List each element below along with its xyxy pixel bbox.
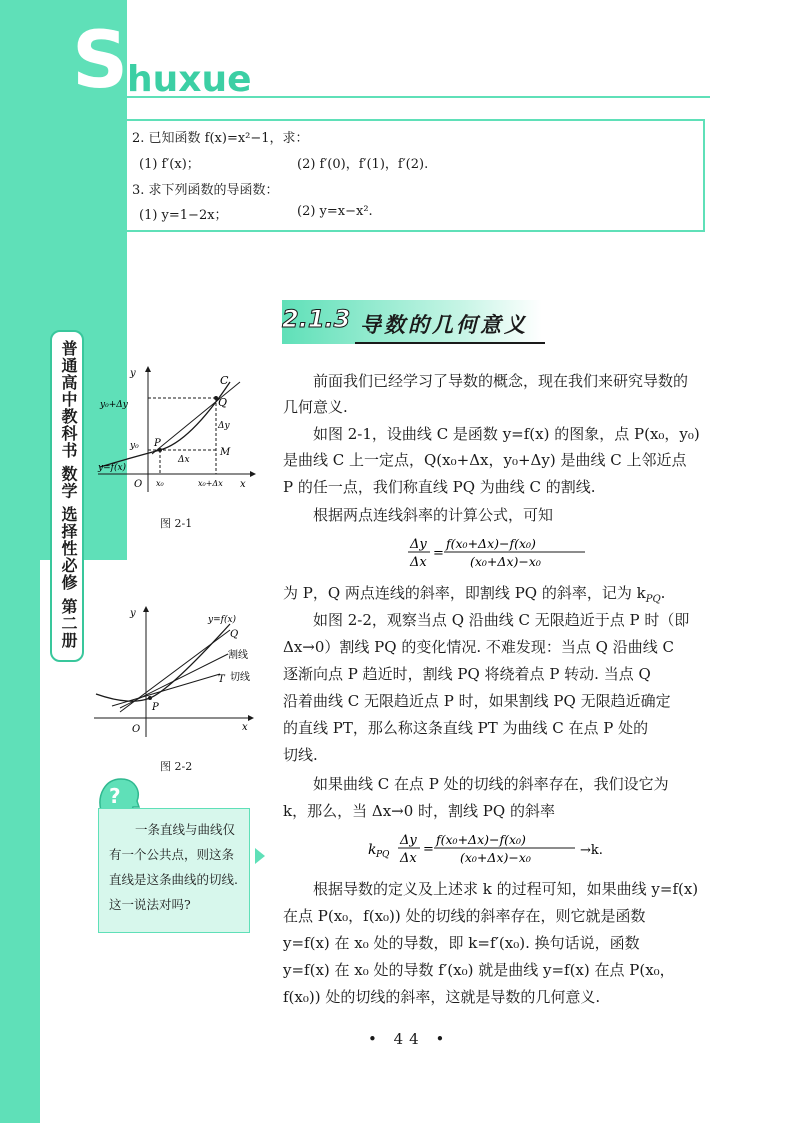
fig2-label-secant: 割线 xyxy=(228,650,248,661)
paragraph-4-text: 为 P，Q 两点连线的斜率，即割线 PQ 的斜率，记为 k xyxy=(283,584,646,602)
formula1-lhs-den: Δx xyxy=(410,555,427,570)
fig1-label-y0: y₀ xyxy=(130,441,139,451)
exercise-3-part-1: (1) y=1−2x； xyxy=(139,208,228,223)
paragraph-7-line-5: f(x₀)) 处的切线的斜率，这就是导数的几何意义. xyxy=(283,988,601,1006)
fig1-label-curve: y=f(x) xyxy=(98,463,127,473)
paragraph-6-line-1: 如果曲线 C 在点 P 处的切线的斜率存在，我们设它为 xyxy=(313,775,669,793)
paragraph-5-line-1: 如图 2-2，观察当点 Q 沿曲线 C 无限趋近于点 P 时（即 xyxy=(313,611,690,629)
figure-2-1-caption: 图 2-1 xyxy=(160,517,193,530)
exercise-3-title: 3. 求下列函数的导函数： xyxy=(132,183,279,198)
fig2-y-arrow xyxy=(143,606,149,612)
fig2-label-tangent: 切线 xyxy=(230,672,250,683)
fig2-point-P xyxy=(148,696,152,700)
paragraph-6-line-2: k，那么，当 Δx→0 时，割线 PQ 的斜率 xyxy=(283,802,555,820)
formula2-num: f(x₀+Δx)−f(x₀) xyxy=(436,832,526,847)
paragraph-5-line-5: 的直线 PT，那么称这条直线 PT 为曲线 C 在点 P 处的 xyxy=(283,719,649,737)
fig1-label-C: C xyxy=(220,374,229,387)
fig1-label-dx: Δx xyxy=(178,455,190,465)
paragraph-2-line-1: 如图 2-1，设曲线 C 是函数 y=f(x) 的图象，点 P(x₀，y₀) xyxy=(313,425,700,443)
fig1-label-M: M xyxy=(220,447,231,458)
fig1-label-y0dy: y₀+Δy xyxy=(100,400,128,410)
fig2-label-curve: y=f(x) xyxy=(208,615,237,625)
section-number: 2.1.3 xyxy=(282,305,351,333)
fig2-label-x: x xyxy=(242,722,248,733)
paragraph-2-line-3: P 的任一点，我们称直线 PQ 为曲线 C 的割线. xyxy=(283,478,596,496)
formula2-den: (x₀+Δx)−x₀ xyxy=(460,850,531,865)
paragraph-5-line-4: 沿着曲线 C 无限趋近点 P 时，如果割线 PQ 无限趋近确定 xyxy=(283,692,671,710)
fig1-curve xyxy=(100,382,230,467)
paragraph-5-line-2: Δx→0）割线 PQ 的变化情况. 不难发现：当点 Q 沿曲线 C xyxy=(283,638,674,656)
formula1-num: f(x₀+Δx)−f(x₀) xyxy=(446,536,536,551)
section-title-rule xyxy=(355,342,545,344)
fig2-x-arrow xyxy=(248,715,254,721)
fig1-label-O: O xyxy=(134,479,143,490)
fig1-x-arrow xyxy=(250,471,256,477)
fig2-label-y: y xyxy=(130,608,136,619)
paragraph-2-line-2: 是曲线 C 上一定点，Q(x₀+Δx，y₀+Δy) 是曲线 C 上邻近点 xyxy=(283,451,687,469)
fig2-label-P: P xyxy=(152,702,159,713)
exercise-2-part-1: (1) f′(x)； xyxy=(139,157,200,172)
paragraph-5-line-3: 逐渐向点 P 趋近时，割线 PQ 将绕着点 P 转动. 当点 Q xyxy=(283,665,651,683)
section-title: 导数的几何意义 xyxy=(360,312,528,337)
paragraph-4-end: . xyxy=(660,584,666,602)
formula2-tail: →k. xyxy=(580,843,603,858)
fig1-label-x0: x₀ xyxy=(156,479,164,488)
formula-slope xyxy=(400,532,600,572)
paragraph-7-line-3: y=f(x) 在 x₀ 处的导数，即 k=f′(x₀). 换句话说，函数 xyxy=(283,934,640,952)
tip-box xyxy=(98,808,250,933)
formula2-lhs-num: Δy xyxy=(400,833,417,848)
exercise-2-part-2: (2) f′(0)，f′(1)，f′(2). xyxy=(297,157,429,172)
side-band-lower xyxy=(0,560,40,1123)
fig1-label-Q: Q xyxy=(218,396,228,409)
fig1-label-x: x xyxy=(240,479,246,490)
formula2-eq: = xyxy=(423,842,434,857)
exercise-2-title: 2. 已知函数 f(x)=x²−1，求： xyxy=(132,131,309,146)
fig1-label-dy: Δy xyxy=(218,421,230,431)
figure-2-2 xyxy=(90,602,260,742)
fig2-label-Q: Q xyxy=(230,629,239,640)
fig1-secant xyxy=(152,382,240,454)
exercise-box xyxy=(95,119,705,232)
formula2-k: k xyxy=(368,842,377,858)
exercise-3-part-2: (2) y=x−x². xyxy=(297,204,373,219)
tip-box-pointer xyxy=(255,848,265,864)
formula1-den: (x₀+Δx)−x₀ xyxy=(470,554,541,569)
fig2-secant-2 xyxy=(120,654,228,708)
paragraph-4-subscript: PQ xyxy=(645,594,661,605)
figure-2-1 xyxy=(90,362,260,497)
tip-text: 一条直线与曲线仅有一个公共点，则这条直线是这条曲线的切线. 这一说法对吗? xyxy=(109,822,238,912)
paragraph-1-line-1: 前面我们已经学习了导数的概念，现在我们来研究导数的 xyxy=(313,372,689,390)
fig1-y-arrow xyxy=(145,366,151,372)
paragraph-5-line-6: 切线. xyxy=(283,746,318,764)
fig1-label-P: P xyxy=(154,438,161,449)
formula2-lhs-den: Δx xyxy=(400,851,417,866)
fig2-label-O: O xyxy=(132,724,141,735)
formula1-eq: = xyxy=(433,546,444,561)
fig1-label-y: y xyxy=(130,368,136,379)
paragraph-7-line-4: y=f(x) 在 x₀ 处的导数 f′(x₀) 就是曲线 y=f(x) 在点 P(x₀， xyxy=(283,961,675,979)
paragraph-7-line-2: 在点 P(x₀，f(x₀)) 处的切线的斜率存在，则它就是函数 xyxy=(283,907,646,925)
figure-2-2-caption: 图 2-2 xyxy=(160,760,193,773)
paragraph-1-line-2: 几何意义. xyxy=(283,398,348,416)
fig2-tangent xyxy=(112,674,220,706)
logo-letter: S xyxy=(72,16,129,106)
formula1-lhs-num: Δy xyxy=(410,537,427,552)
formula2-k-sub: PQ xyxy=(376,850,390,860)
spine-label-text: 普通高中教科书 数学 选择性必修 第二册 xyxy=(59,340,78,649)
paragraph-3: 根据两点连线斜率的计算公式，可知 xyxy=(313,506,554,524)
fig2-label-T: T xyxy=(218,674,225,685)
paragraph-7-line-1: 根据导数的定义及上述求 k 的过程可知，如果曲线 y=f(x) xyxy=(313,880,699,898)
svg-text:?: ? xyxy=(109,784,121,808)
formula-limit xyxy=(368,828,628,868)
fig1-label-x0dx: x₀+Δx xyxy=(198,479,223,488)
page-number: • 44 • xyxy=(368,1030,451,1048)
logo-text: huxue xyxy=(127,59,252,100)
